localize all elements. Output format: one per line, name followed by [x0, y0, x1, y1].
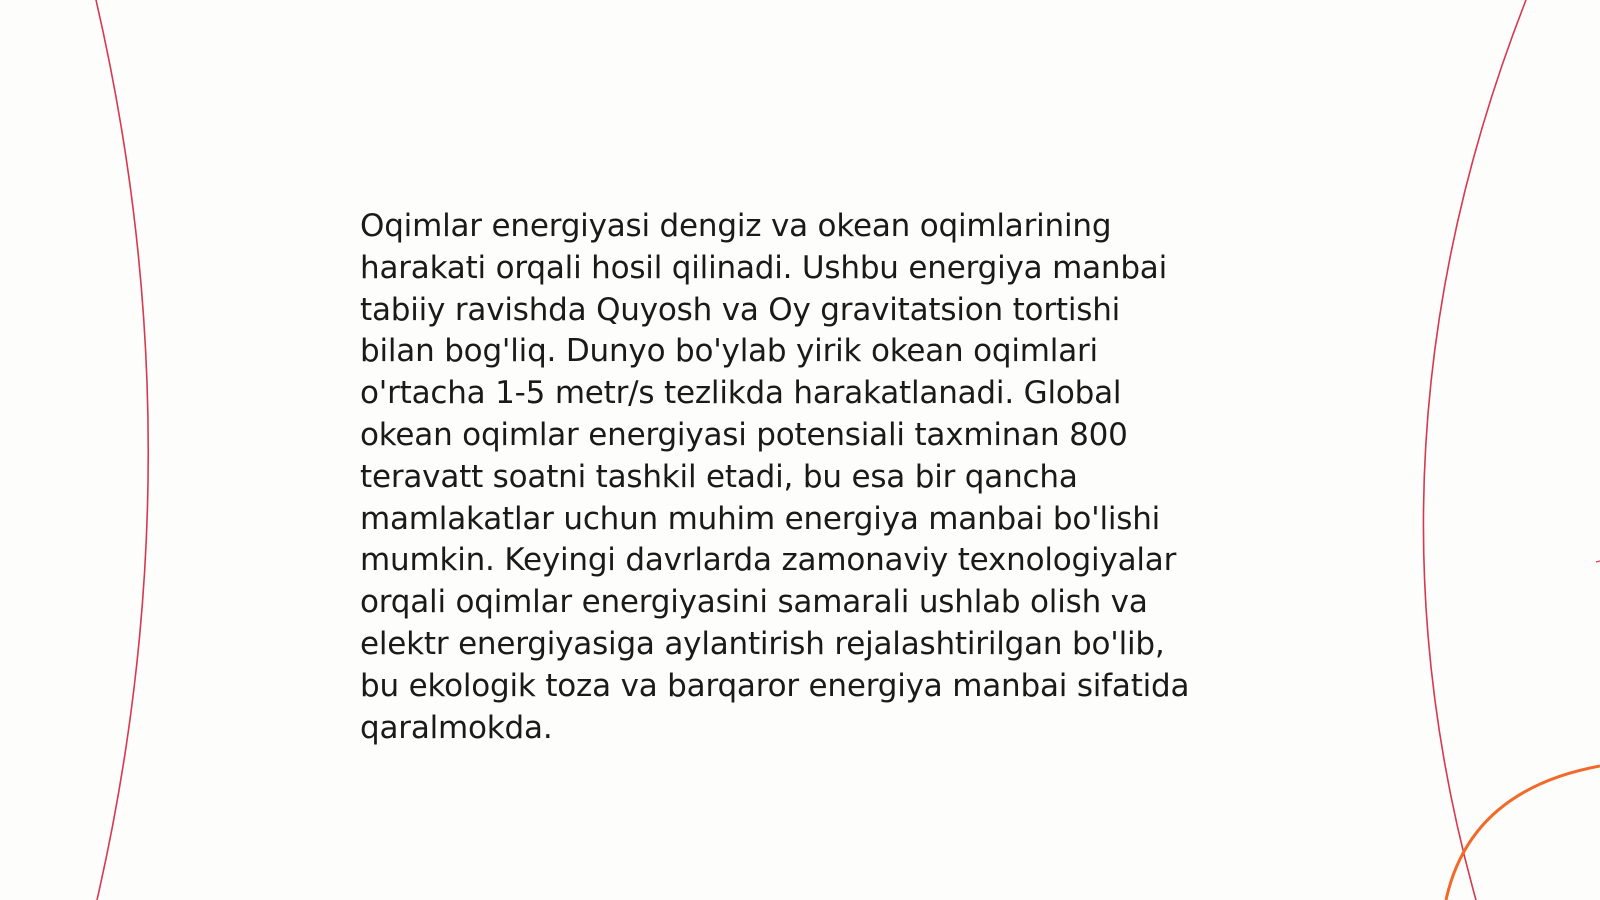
paragraph-line: qaralmokda. [360, 709, 553, 746]
paragraph-line: elektr energiyasiga aylantirish rejalashtirilgan bo'lib, [360, 625, 1165, 662]
paragraph-line: mamlakatlar uchun muhim energiya manbai bo'lishi [360, 500, 1161, 537]
right-curve [1423, 0, 1526, 900]
paragraph-line: tabiiy ravishda Quyosh va Oy gravitatsion tortishi [360, 291, 1121, 328]
body-paragraph [360, 206, 1260, 749]
paragraph-line: mumkin. Keyingi davrlarda zamonaviy texnologiyalar [360, 542, 1177, 579]
paragraph-line: bu ekologik toza va barqaror energiya manbai sifatida [360, 667, 1190, 704]
paragraph-line: harakati orqali hosil qilinadi. Ushbu energiya manbai [360, 249, 1168, 286]
right-edge-tick [1596, 561, 1600, 562]
paragraph-line: okean oqimlar energiyasi potensiali taxminan 800 [360, 416, 1128, 453]
paragraph-line: Oqimlar energiyasi dengiz va okean oqimlarining [360, 208, 1112, 244]
paragraph-line: orqali oqimlar energiyasini samarali ushlab olish va [360, 584, 1148, 621]
left-curve [96, 0, 148, 900]
orange-arc [1446, 766, 1600, 900]
paragraph-line: teravatt soatni tashkil etadi, bu esa bir qancha [360, 458, 1078, 495]
paragraph-line: bilan bog'liq. Dunyo bo'ylab yirik okean oqimlari [360, 333, 1098, 370]
paragraph-line: o'rtacha 1-5 metr/s tezlikda harakatlanadi. Global [360, 375, 1122, 412]
